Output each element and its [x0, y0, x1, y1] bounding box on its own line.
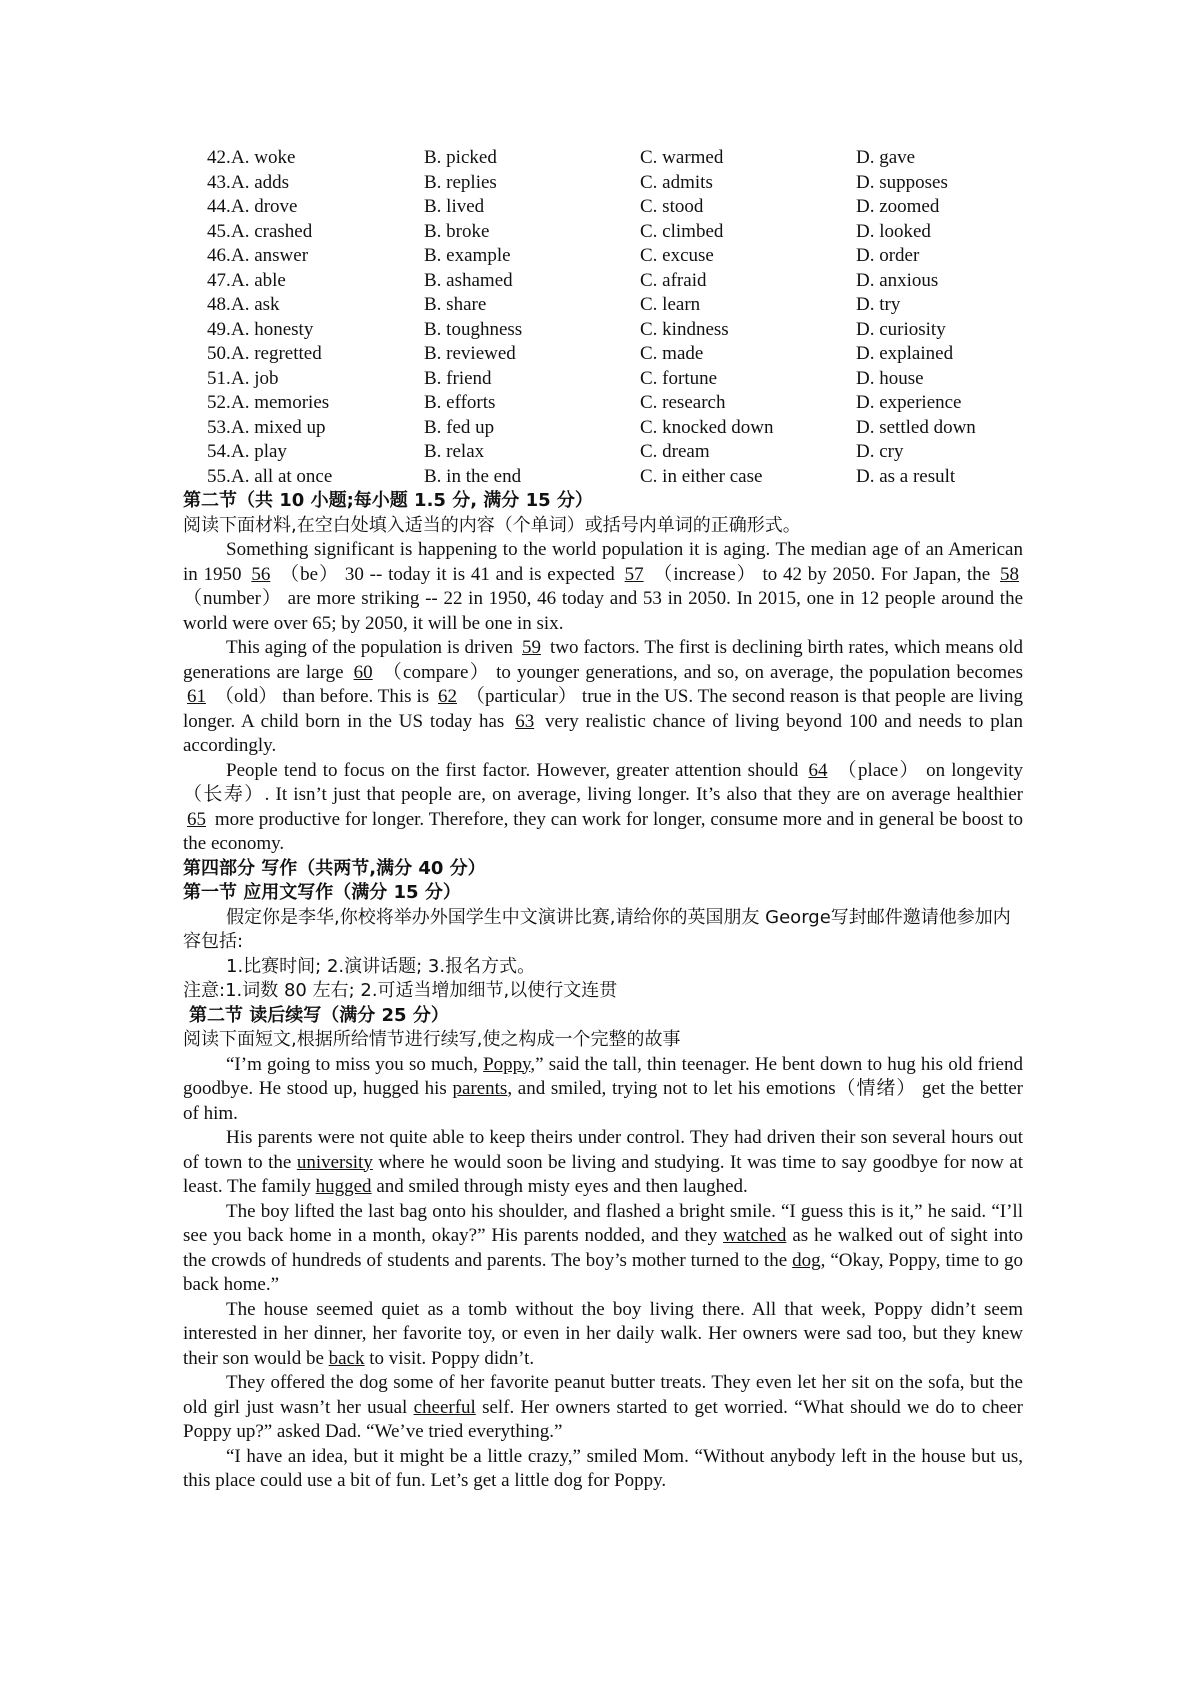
option-row	[207, 171, 1023, 196]
option-row	[207, 195, 1023, 220]
blank-59: 59	[522, 637, 541, 658]
option-b: B. in the end	[424, 465, 522, 487]
option-c: C. warmed	[640, 147, 724, 168]
blank-63: 63	[515, 710, 535, 732]
option-d: D. zoomed	[856, 196, 940, 217]
blank-61: 61	[187, 686, 206, 707]
option-b: B. share	[424, 294, 487, 315]
option-row	[207, 293, 1023, 318]
section2-heading: 第二节（共 10 小题;每小题 1.5 分, 满分 15 分）	[183, 490, 593, 511]
story-paragraph-5: They offered the dog some of her favorite peanut butter treats. They even let her sit on the sofa, but the old girl just wasn’t her usual cheerful self. Her owners started to get worried. “What should we do to cheer Poppy up?” asked Dad. “We’ve tried everything.”	[183, 1372, 1023, 1442]
option-c: C. admits	[640, 171, 713, 193]
option-num: 50.	[207, 343, 231, 364]
option-num: 48.	[207, 294, 231, 315]
option-b: B. broke	[424, 220, 490, 242]
story-paragraph-4: The house seemed quiet as a tomb without the boy living there. All that week, Poppy didn’t seem interested in her dinner, her favorite toy, or even in her daily walk. Her owners were sad too, but they knew their son would be back to visit. Poppy didn’t.	[183, 1298, 1023, 1369]
option-c: C. afraid	[640, 269, 707, 291]
option-d: D. anxious	[856, 269, 939, 291]
option-a: A. memories	[231, 392, 330, 413]
option-num: 51.	[207, 367, 231, 389]
option-num: 54.	[207, 441, 231, 462]
option-b: B. reviewed	[424, 343, 516, 364]
option-a: A. able	[231, 269, 286, 291]
blank-60: 60	[353, 661, 373, 683]
option-c: C. dream	[640, 441, 710, 462]
option-c: C. knocked down	[640, 416, 774, 438]
option-c: C. in either case	[640, 465, 763, 487]
option-c: C. made	[640, 343, 704, 364]
option-b: B. replies	[424, 171, 497, 193]
option-a: A. drove	[231, 196, 298, 217]
option-d: D. house	[856, 367, 924, 389]
blank-57: 57	[624, 563, 644, 585]
section2-instruction: 阅读下面材料,在空白处填入适当的内容（个单词）或括号内单词的正确形式。	[183, 514, 801, 536]
story-paragraph-2: His parents were not quite able to keep theirs under control. They had driven their son several hours out of town to the university where he would soon be living and studying. It was time to say goodbye for now at least. The family hugged and smiled through misty eyes and then laughed.	[183, 1127, 1024, 1197]
option-a: A. play	[231, 441, 287, 462]
option-row	[207, 342, 1023, 367]
option-row	[207, 318, 1023, 343]
option-c: C. fortune	[640, 367, 718, 389]
option-row	[207, 465, 1023, 490]
blank-64: 64	[808, 759, 828, 781]
blank-65: 65	[187, 808, 206, 830]
passage-paragraph-1: Something significant is happening to the world population it is aging. The median age of an American in 1950 56 （be） 30 -- today it is 41 and is expected 57 （increase） to 42 by 2050. For Japan, the 58 （number） are more striking -- 22 in 1950, 46 today and 53 in 2050. In 2015, one in 12 people around the world were over 65; by 2050, it will be one in six.	[183, 539, 1023, 634]
option-b: B. ashamed	[424, 269, 513, 291]
blank-58: 58	[1000, 563, 1020, 585]
exam-page	[183, 146, 1023, 1494]
option-row	[207, 220, 1023, 245]
option-a: A. honesty	[231, 318, 314, 340]
option-d: D. order	[856, 245, 920, 266]
option-num: 45.	[207, 220, 231, 242]
option-a: A. all at once	[231, 465, 333, 487]
option-d: D. experience	[856, 392, 962, 413]
option-d: D. settled down	[856, 416, 976, 438]
option-row	[207, 440, 1023, 465]
option-num: 46.	[207, 245, 231, 266]
option-a: A. answer	[231, 245, 309, 266]
option-row	[207, 416, 1023, 441]
option-b: B. fed up	[424, 416, 495, 438]
option-a: A. job	[231, 367, 279, 389]
option-c: C. learn	[640, 294, 701, 315]
option-d: D. explained	[856, 343, 954, 364]
story-paragraph-1: “I’m going to miss you so much, Poppy,” said the tall, thin teenager. He bent down to hug his old friend goodbye. He stood up, hugged his parents, and smiled, trying not to let his emotions（情绪） get the better of him.	[183, 1053, 1023, 1124]
option-b: B. efforts	[424, 392, 496, 413]
option-b: B. friend	[424, 367, 492, 389]
option-d: D. supposes	[856, 171, 948, 193]
option-a: A. crashed	[231, 220, 313, 242]
option-c: C. research	[640, 392, 726, 413]
passage-paragraph-2: This aging of the population is driven 59 two factors. The first is declining birth rates, which means old generations are large 60 （compare） to younger generations, and so, on average, the population becomes 61 （old） than before. This is 62 （particular） true in the US. The second reason is that people are living longer. A child born in the US today has 63 very realistic chance of living beyond 100 and needs to plan accordingly.	[183, 637, 1024, 756]
option-a: A. mixed up	[231, 416, 326, 438]
writing-points: 1.比赛时间; 2.演讲话题; 3.报名方式。	[226, 955, 536, 977]
story-paragraph-6: “I have an idea, but it might be a little crazy,” smiled Mom. “Without anybody left in the house but us, this place could use a bit of fun. Let’s get a little dog for Poppy.	[183, 1445, 1023, 1491]
option-num: 49.	[207, 318, 231, 340]
option-b: B. toughness	[424, 318, 523, 340]
option-a: A. woke	[231, 147, 296, 168]
option-num: 44.	[207, 196, 231, 217]
option-num: 52.	[207, 392, 231, 413]
option-a: A. adds	[231, 171, 290, 193]
option-num: 47.	[207, 269, 231, 291]
option-d: D. curiosity	[856, 318, 946, 340]
option-b: B. lived	[424, 196, 485, 217]
option-d: D. looked	[856, 220, 931, 242]
option-num: 53.	[207, 416, 231, 438]
option-c: C. excuse	[640, 245, 714, 266]
option-row	[207, 244, 1023, 269]
option-num: 42.	[207, 147, 231, 168]
option-a: A. ask	[231, 294, 280, 315]
story-paragraph-3: The boy lifted the last bag onto his shoulder, and flashed a bright smile. “I guess this is it,” he said. “I’ll see you back home in a month, okay?” His parents nodded, and they watched as he walked out of sight into the crowds of hundreds of students and parents. The boy’s mother turned to the dog, “Okay, Poppy, time to go back home.”	[183, 1200, 1024, 1295]
option-d: D. try	[856, 294, 901, 315]
option-b: B. picked	[424, 147, 497, 168]
writing-section1-heading: 第一节 应用文写作（满分 15 分）	[183, 882, 461, 903]
option-c: C. climbed	[640, 220, 724, 242]
option-b: B. example	[424, 245, 511, 266]
writing-notes: 注意:1.词数 80 左右; 2.可适当增加细节,以使行文连贯	[183, 980, 618, 1001]
option-c: C. kindness	[640, 318, 729, 340]
option-b: B. relax	[424, 441, 485, 462]
writing-task: 假定你是李华,你校将举办外国学生中文演讲比赛,请给你的英国朋友 George写封邮件邀请他参加内容包括:	[183, 906, 1011, 952]
option-row	[207, 367, 1023, 392]
option-row	[207, 146, 1023, 171]
option-num: 43.	[207, 171, 231, 193]
blank-62: 62	[438, 686, 457, 707]
option-d: D. as a result	[856, 465, 956, 487]
part4-heading: 第四部分 写作（共两节,满分 40 分）	[183, 857, 486, 879]
passage-paragraph-3: People tend to focus on the first factor. However, greater attention should 64 （place） on longevity （长寿）. It isn’t just that people are, on average, living longer. It’s also that they are on average healthier 65 more productive for longer. Therefore, they can work for longer, consume more and in general be boost to the economy.	[183, 759, 1024, 854]
continuation-instruction: 阅读下面短文,根据所给情节进行续写,使之构成一个完整的故事	[183, 1029, 681, 1050]
blank-56: 56	[251, 563, 271, 585]
option-c: C. stood	[640, 196, 704, 217]
option-num: 55.	[207, 465, 231, 487]
option-list	[183, 146, 1023, 489]
option-d: D. cry	[856, 441, 904, 462]
option-a: A. regretted	[231, 343, 322, 364]
option-row	[207, 391, 1023, 416]
option-row	[207, 269, 1023, 294]
writing-section2-heading: 第二节 读后续写（满分 25 分）	[189, 1004, 449, 1026]
option-d: D. gave	[856, 147, 916, 168]
